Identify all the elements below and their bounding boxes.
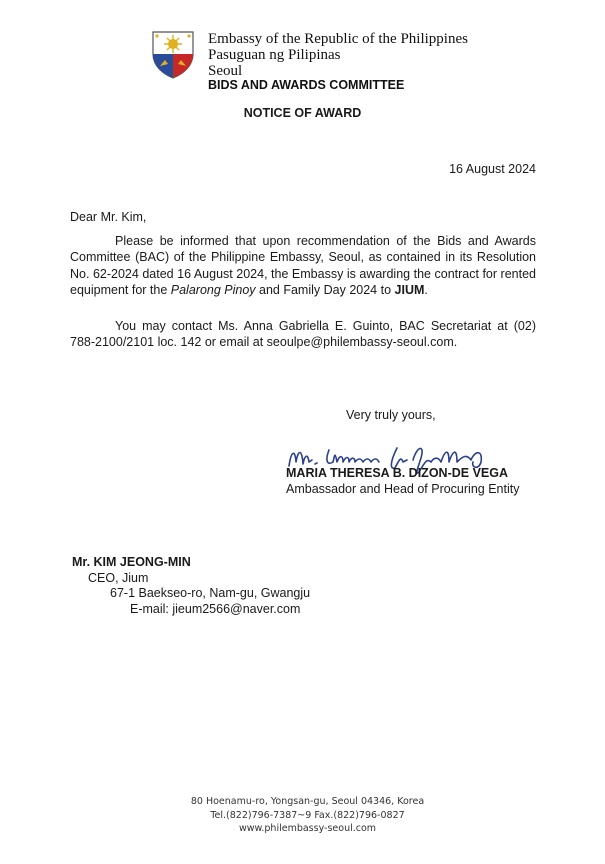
recipient-email: E-mail: jieum2566@naver.com [130,602,301,616]
award-text-end: . [424,282,428,297]
embassy-name-filipino: Pasuguan ng Pilipinas [208,47,341,63]
body-paragraph-contact: You may contact Ms. Anna Gabriella E. Guinto, BAC Secretariat at (02) 788-2100/2101 loc. 142 or email at seoulpe@philembassy-seoul.com. [70,319,536,350]
document-title: NOTICE OF AWARD [243,106,362,120]
awardee-name: JIUM [394,282,425,297]
footer-phone-fax: Tel.(822)796-7387~9 Fax.(822)796-0827 [210,810,405,821]
embassy-city: Seoul [208,63,243,79]
footer-address: 80 Hoenamu-ro, Yongsan-gu, Seoul 04346, Korea [190,796,425,807]
philippine-coat-of-arms-icon [147,28,199,80]
award-text-start: Please be informed that upon recommendation of the Bids and Awards Committee (BAC) of the Philippine Embassy, Seoul, as contained in its Resolution No. 62-2024 dated 16 August 2024, the Embassy is awarding the contract for rented equipment for the [70,234,536,297]
body-paragraph-award [70,233,536,298]
event-name: Palarong Pinoy [170,282,256,297]
embassy-name-english: Embassy of the Republic of the Philippines [208,31,468,47]
salutation: Dear Mr. Kim, [70,210,147,224]
letter-date: 16 August 2024 [449,162,536,176]
footer-website: www.philembassy-seoul.com [238,823,377,834]
award-text-middle: and Family Day 2024 to [255,282,395,297]
recipient-name: Mr. KIM JEONG-MIN [72,555,191,569]
recipient-title: CEO, Jium [88,571,149,585]
committee-name: BIDS AND AWARDS COMMITTEE [208,78,405,92]
signatory-name: MARIA THERESA B. DIZON-DE VEGA [286,466,508,480]
signatory-title: Ambassador and Head of Procuring Entity [286,482,520,496]
recipient-address: 67-1 Baekseo-ro, Nam-gu, Gwangju [110,586,311,600]
complimentary-close: Very truly yours, [346,408,436,422]
